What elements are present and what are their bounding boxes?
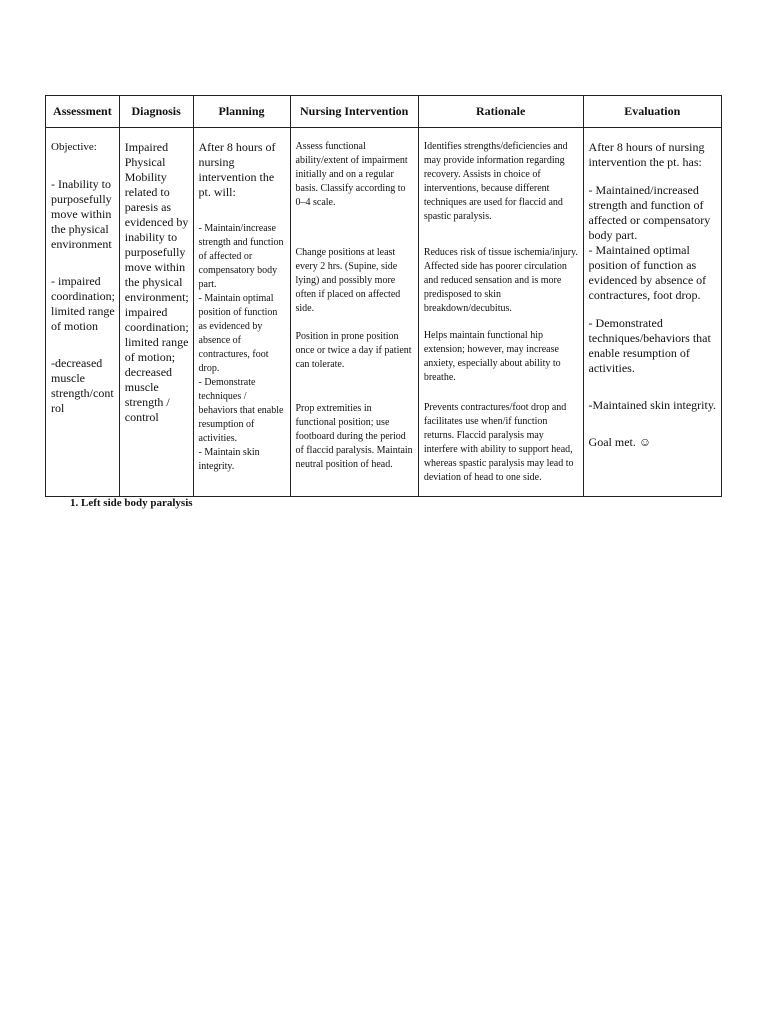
content-row xyxy=(46,128,722,497)
evaluation-cell xyxy=(583,128,721,497)
evaluation-item: - Maintained optimal position of function as evidenced by absence of contractures, foot drop. xyxy=(588,243,707,302)
assessment-item: - Inability to purposefully move within the physical environment xyxy=(51,177,112,251)
rationale-item: Reduces risk of tissue ischemia/injury. Affected side has poorer circulation and reduced sensation and is more predisposed to skin breakdown/decubitus. xyxy=(423,247,578,314)
header-row xyxy=(46,96,722,128)
intervention-cell xyxy=(290,128,418,497)
rationale-item: Helps maintain functional hip extension; however, may increase anxiety, especially about ability to breathe. xyxy=(423,330,561,383)
evaluation-item: -Maintained skin integrity. xyxy=(588,398,717,412)
planning-item: - Maintain skin integrity. xyxy=(198,447,260,472)
intervention-item: Prop extremities in functional position; use footboard during the period of flaccid paralysis. Maintain neutral position of head. xyxy=(295,403,413,470)
evaluation-intro: After 8 hours of nursing intervention the pt. has: xyxy=(588,140,705,169)
assessment-item: - impaired coordination; limited range of motion xyxy=(51,274,115,333)
problem-caption: 1. Left side body paralysis xyxy=(70,497,193,509)
evaluation-item: - Maintained/increased strength and function of affected or compensatory body part. xyxy=(588,183,711,242)
rationale-item: Identifies strengths/deficiencies and may provide information regarding recovery. Assists in choice of interventions, because different techniques are used for flaccid and spastic paralysis. xyxy=(423,141,568,222)
diagnosis-cell xyxy=(119,128,193,497)
evaluation-goal-met: Goal met. ☺ xyxy=(588,435,652,449)
planning-item: - Maintain optimal position of function as evidenced by absence of contractures, foot drop. xyxy=(198,293,278,374)
assessment-label: Objective: xyxy=(51,141,97,153)
planning-cell xyxy=(193,128,290,497)
header-rationale: Rationale xyxy=(418,96,583,128)
rationale-cell xyxy=(418,128,583,497)
assessment-cell xyxy=(46,128,120,497)
header-assessment: Assessment xyxy=(46,96,120,128)
planning-item: - Maintain/increase strength and function of affected or compensatory body part. xyxy=(198,223,284,290)
planning-intro: After 8 hours of nursing intervention the pt. will: xyxy=(198,140,276,199)
rationale-item: Prevents contractures/foot drop and facilitates use when/if function returns. Flaccid paralysis may interfere with ability to support head, whereas spastic paralysis may lead to deviation of head to one side. xyxy=(423,402,574,483)
header-evaluation: Evaluation xyxy=(583,96,721,128)
diagnosis-text: Impaired Physical Mobility related to paresis as evidenced by inability to purposefully move within the physical environment; impaired coordination; limited range of motion; decreased muscle strength / control xyxy=(124,140,189,424)
evaluation-item: - Demonstrated techniques/behaviors that enable resumption of activities. xyxy=(588,316,711,375)
intervention-item: Position in prone position once or twice a day if patient can tolerate. xyxy=(295,331,412,370)
header-planning: Planning xyxy=(193,96,290,128)
intervention-item: Assess functional ability/extent of impairment initially and on a regular basis. Classify according to 0–4 scale. xyxy=(295,141,408,208)
nursing-care-plan-table xyxy=(45,95,722,497)
planning-item: - Demonstrate techniques / behaviors that enable resumption of activities. xyxy=(198,377,284,444)
header-nursing-intervention: Nursing Intervention xyxy=(290,96,418,128)
assessment-item: -decreased muscle strength/cont rol xyxy=(51,356,114,415)
header-diagnosis: Diagnosis xyxy=(119,96,193,128)
intervention-item: Change positions at least every 2 hrs. (Supine, side lying) and possibly more often if placed on affected side. xyxy=(295,247,401,314)
